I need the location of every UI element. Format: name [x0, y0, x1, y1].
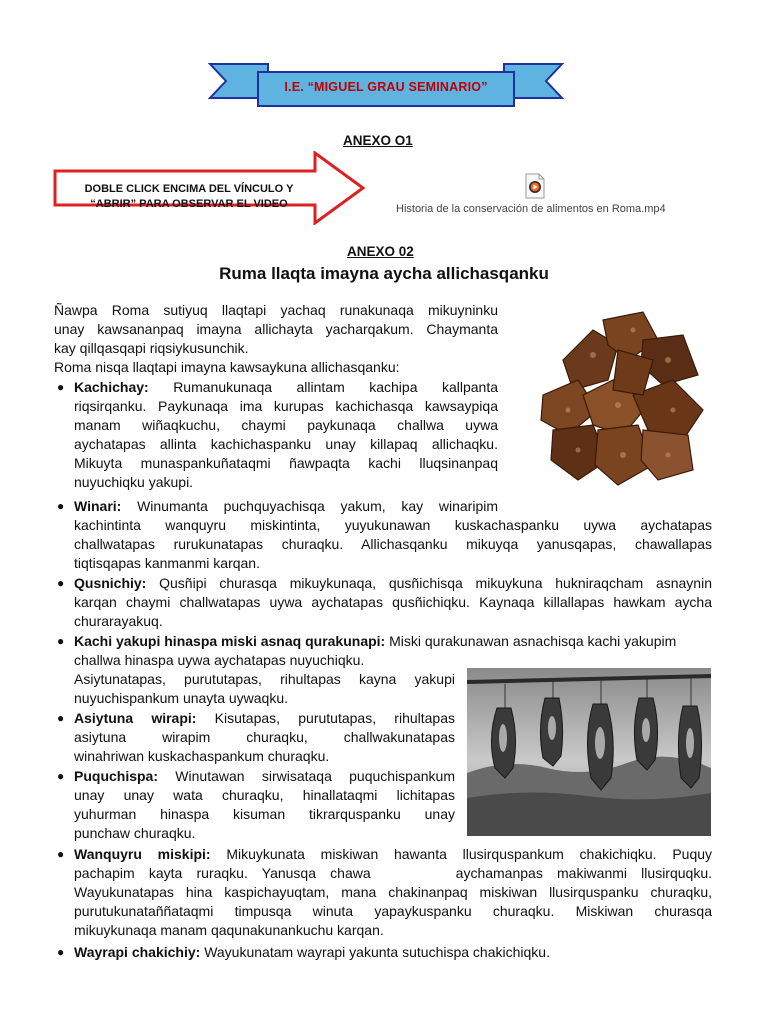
puquchispa-line-1: [74, 767, 455, 786]
wayrapi-line-1: [74, 943, 550, 962]
winari-line-3: challwatapas rurukunatapas churaqku. Allichasqanku mikuyqa yanusqapas, chawallapas: [74, 536, 712, 552]
wanquyru-line-2: pachapim kayta ruraqku. Yanusqa chawa aychamanpas makiwanmi llusirquqku.: [74, 865, 712, 881]
asiytuna-term: Asiytuna wirapi:: [74, 710, 197, 726]
asiytuna-line-1: [74, 709, 455, 728]
kachi-yakupi-line-3: Asiytunatapas, purututapas, rihultapas kayna yakupi: [74, 671, 455, 687]
bullet-icon: ●: [57, 769, 65, 783]
kachi-yakupi-term: Kachi yakupi hinaspa miski asnaq qurakunapi:: [74, 633, 386, 649]
puquchispa-line-3: yuhurman hinaspa kisuman tikrarquspanku unay: [74, 806, 455, 822]
wanquyru-line-3: Wayukunatapas hina kaspichayuqtam, mana chakinanpaq miskiwan llusirquspanku churaqku,: [74, 884, 712, 900]
kachichay-line-4: aychatapas allinta kachichaspanku unay killapaq allichaqku.: [74, 436, 498, 452]
winari-term: Winari:: [74, 498, 122, 514]
bullet-icon: ●: [57, 380, 65, 394]
bullet-icon: ●: [57, 711, 65, 725]
kachichay-text-1: Rumanukunaqa allintam kachipa kallpanta: [173, 379, 498, 395]
bullet-icon: ●: [57, 634, 65, 648]
winari-line-2: kachintinta wanquyru miskintinta, yuyukunawan kuskachaspanku uywa aychatapas: [74, 517, 712, 533]
qusnichiy-line-2: karqan chaymi challwatapas uywa aychatapas qusñichiqku. Kaynaqa killallapas hawkam aycha: [74, 594, 712, 610]
bullet-icon: ●: [57, 945, 65, 959]
asiytuna-line-3: winahriwan kuskachaspankum churaqku.: [74, 748, 330, 764]
bullet-icon: ●: [57, 847, 65, 861]
kachi-yakupi-line-2: challwa hinaspa uywa aychatapas nuyuchiqku.: [74, 652, 365, 668]
asiytuna-line-2: asiytuna wirapim churaqku, challwakunatapas: [74, 729, 455, 745]
qusnichiy-text-1: Qusñipi churasqa mikuykunaqa, qusñichisqa mikuykuna hukniraqcham asnaynin: [159, 575, 712, 591]
asiytuna-text-1: Kisutapas, purututapas, rihultapas: [214, 710, 455, 726]
intro-line-2: unay kawsananpaq imayna allichayta yacharqakum. Chaymanta: [54, 321, 498, 337]
kachichay-line-1: [74, 378, 498, 397]
winari-line-4: tiqtisqapas kanmanmi karqan.: [74, 555, 260, 571]
puquchispa-text-1: Winutawan sirwisataqa puquchispankum: [175, 768, 455, 784]
qusnichiy-line-1: [74, 574, 712, 593]
wayrapi-text-1: Wayukunatam wayrapi yakunta sutuchispa chakichiqku.: [204, 944, 550, 960]
intro-line-1: Ñawpa Roma sutiyuq llaqtapi yachaq runakunaqa mikuyninku: [54, 302, 498, 318]
bullet-icon: ●: [57, 576, 65, 590]
instruction-arrow: [53, 151, 365, 225]
kachichay-line-2: riqsirqanku. Paykunaqa ima kurupas kachichasqa kawsaypiqa: [74, 398, 498, 414]
dried-meat-image: [523, 300, 713, 496]
anexo-1-heading: ANEXO O1: [343, 133, 413, 148]
anexo-2-heading: ANEXO 02: [347, 244, 414, 259]
bullet-icon: ●: [57, 499, 65, 513]
instruction-line-2: “ABRIR” PARA OBSERVAR EL VIDEO: [90, 198, 288, 210]
qusnichiy-term: Qusnichiy:: [74, 575, 147, 591]
instruction-text: [69, 182, 309, 212]
school-banner: [208, 56, 564, 126]
instruction-line-1: DOBLE CLICK ENCIMA DEL VÍNCULO Y: [84, 183, 294, 195]
kachichay-term: Kachichay:: [74, 379, 149, 395]
wanquyru-line-5: mikuykunaqa manam qaqunakunankuchu karqan.: [74, 922, 384, 938]
kachichay-line-6: nuyuchiqku yakupi.: [74, 474, 194, 490]
kachichay-line-3: manam wiñaqkuchu, chaymi paykunaqa challwa uywa: [74, 417, 498, 433]
wanquyru-line-1: [74, 845, 712, 864]
document-title: Ruma llaqta imayna aycha allichasqanku: [219, 264, 549, 283]
kachi-yakupi-line-1: [74, 632, 676, 651]
wanquyru-text-1: Mikuykunata miskiwan hawanta llusirquspankum chakichiqku. Puquy: [226, 846, 713, 862]
intro-line-4: Roma nisqa llaqtapi imayna kawsaykuna allichasqanku:: [54, 359, 400, 375]
qusnichiy-line-3: churarayakuq.: [74, 613, 163, 629]
kachi-yakupi-text-1: Miski qurakunawan asnachisqa kachi yakupim: [389, 633, 677, 649]
kachi-yakupi-line-4: nuyuchispankum unayta uywaqku.: [74, 690, 289, 706]
school-name: I.E. “MIGUEL GRAU SEMINARIO”: [284, 80, 488, 94]
wayrapi-term: Wayrapi chakichiy:: [74, 944, 201, 960]
wanquyru-line-4: purutukunataññataqmi timpusqa winuta yapaykuspanku churaqku. Miskiwan churasqa: [74, 903, 712, 919]
drying-fish-image: [467, 668, 711, 836]
intro-line-3: kay qillqasqapi riqsiykusunchik.: [54, 340, 249, 356]
video-file-icon[interactable]: [524, 173, 546, 199]
video-link[interactable]: Historia de la conservación de alimentos en Roma.mp4: [396, 203, 666, 215]
winari-text-1: Winumanta puchquyachisqa yakum, kay winaripim: [137, 498, 498, 514]
puquchispa-line-4: punchaw churaqku.: [74, 825, 196, 841]
winari-line-1: [74, 497, 498, 516]
wanquyru-term: Wanquyru miskipi:: [74, 846, 211, 862]
kachichay-line-5: Mikuyta munaspankuñataqmi ñawpaqta kachi lluqsinanpaq: [74, 455, 498, 471]
puquchispa-term: Puquchispa:: [74, 768, 159, 784]
puquchispa-line-2: unay unay wata churaqku, hinallataqmi lichitapas: [74, 787, 455, 803]
